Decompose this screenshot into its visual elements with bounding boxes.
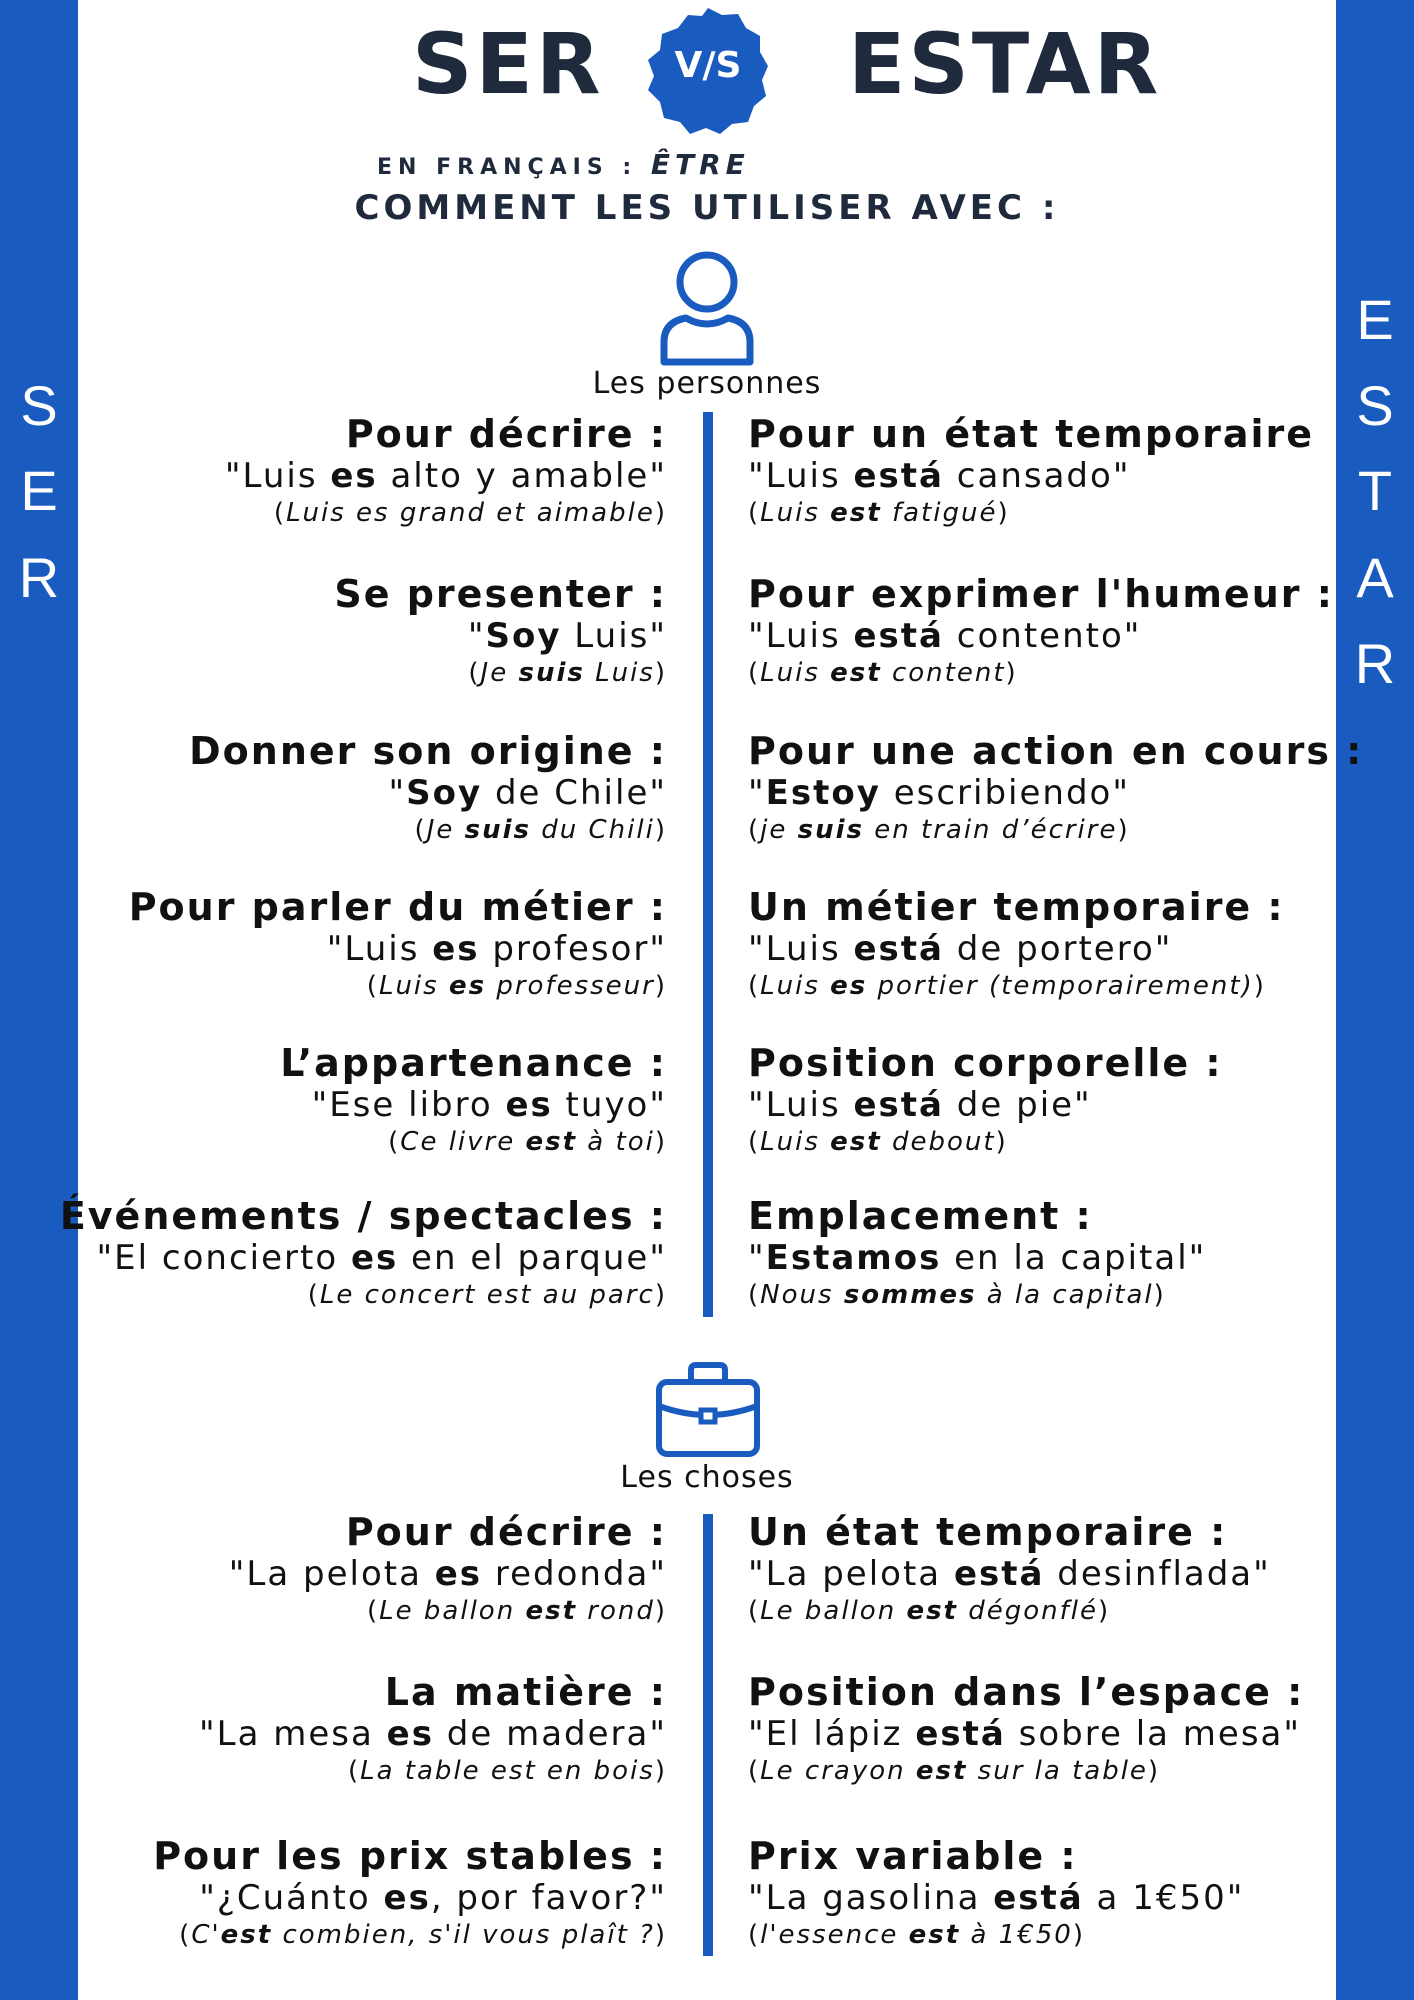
translation-text: Luis es grand et aimable	[286, 498, 655, 528]
verb-highlight: es	[386, 1714, 434, 1754]
spanish-example	[748, 773, 1363, 813]
example-text: , por favor?"	[430, 1878, 667, 1918]
example-text: cansado"	[944, 456, 1131, 496]
verb-highlight: est	[525, 1596, 577, 1626]
verb-highlight: sommes	[843, 1280, 977, 1310]
translation-text: C'	[191, 1920, 221, 1950]
translation-text: Luis	[760, 1127, 831, 1157]
title-ser: SER	[412, 15, 604, 113]
rule-heading: Pour parler du métier :	[128, 885, 667, 929]
paren: )	[997, 498, 1010, 528]
translation-text: dégonflé	[957, 1596, 1099, 1626]
rule-heading: La matière :	[384, 1670, 667, 1714]
example-text: "La mesa	[199, 1714, 387, 1754]
example-text: desinflada"	[1044, 1554, 1271, 1594]
paren: )	[654, 971, 667, 1001]
translation-text: Nous	[760, 1280, 844, 1310]
verb-highlight: es	[830, 971, 868, 1001]
translation-text: debout	[881, 1127, 996, 1157]
paren: (	[307, 1280, 320, 1310]
example-text: sobre la mesa"	[1005, 1714, 1302, 1754]
example-text: "Luis	[748, 1085, 854, 1125]
paren: )	[654, 1596, 667, 1626]
french-translation	[748, 1125, 1223, 1159]
side-letter: S	[1356, 374, 1394, 437]
title-estar: ESTAR	[848, 15, 1162, 113]
example-text: "	[748, 1238, 766, 1278]
side-letter: T	[1357, 459, 1393, 522]
verb-highlight: Estamos	[765, 1238, 942, 1278]
paren: (	[748, 658, 761, 688]
translation-text: Luis	[760, 658, 831, 688]
french-translation	[199, 1754, 667, 1788]
example-text: "	[388, 773, 407, 813]
verb-highlight: est	[830, 1127, 882, 1157]
verb-highlight: está	[853, 616, 944, 656]
side-letter: R	[18, 546, 60, 609]
example-text: en la capital"	[941, 1238, 1207, 1278]
rule-entry	[199, 1670, 667, 1788]
translation-text: Luis	[760, 498, 831, 528]
rule-entry	[229, 1510, 667, 1628]
paren: )	[654, 1920, 667, 1950]
example-text: contento"	[944, 616, 1142, 656]
french-translation	[748, 656, 1334, 690]
right-side-bar	[1336, 0, 1414, 2000]
verb-highlight: es	[448, 971, 487, 1001]
verb-highlight: Soy	[406, 773, 483, 813]
rule-entry	[748, 885, 1285, 1003]
translation-text: du Chili	[531, 815, 655, 845]
french-translation	[748, 1278, 1206, 1312]
french-word: ÊTRE	[650, 148, 750, 181]
spanish-example	[748, 929, 1285, 969]
verb-highlight: es	[432, 929, 480, 969]
spanish-example	[748, 1238, 1206, 1278]
example-text: "El concierto	[96, 1238, 351, 1278]
example-text: "¿Cuánto	[199, 1878, 384, 1918]
rule-entry	[748, 1834, 1244, 1952]
verb-highlight: est	[908, 1920, 961, 1950]
example-text: en el parque"	[398, 1238, 667, 1278]
translation-text: en train d’écrire	[864, 815, 1118, 845]
side-letter: E	[20, 459, 58, 522]
rule-heading: Pour décrire :	[345, 1510, 667, 1554]
verb-highlight: es	[350, 1238, 399, 1278]
french-label: EN FRANÇAIS :	[377, 155, 638, 180]
rule-entry	[153, 1834, 667, 1952]
rule-heading: Pour les prix stables :	[153, 1834, 667, 1878]
translation-text: fatigué	[881, 498, 998, 528]
paren: )	[995, 1127, 1008, 1157]
french-translation	[748, 1754, 1304, 1788]
paren: )	[1005, 658, 1018, 688]
translation-text: Le concert est au parc	[319, 1280, 655, 1310]
verb-highlight: está	[853, 1085, 944, 1125]
rule-heading: Emplacement :	[748, 1194, 1093, 1238]
paren: (	[179, 1920, 192, 1950]
paren: (	[748, 1920, 761, 1950]
rule-entry	[748, 1670, 1304, 1788]
example-text: de madera"	[433, 1714, 667, 1754]
verb-highlight: es	[330, 456, 378, 496]
paren: )	[1147, 1756, 1161, 1786]
spanish-example	[280, 1085, 667, 1125]
rule-entry	[748, 572, 1334, 690]
divider-things	[703, 1514, 713, 1956]
paren: )	[1153, 1280, 1166, 1310]
example-text: profesor"	[479, 929, 667, 969]
paren: (	[388, 1127, 401, 1157]
paren: (	[748, 1127, 761, 1157]
paren: )	[1253, 971, 1266, 1001]
paren: )	[654, 1280, 667, 1310]
spanish-example	[129, 929, 667, 969]
rule-heading: Position dans l’espace :	[748, 1670, 1305, 1714]
translation-text: content	[881, 658, 1006, 688]
rule-heading: Pour un état temporaire	[748, 412, 1315, 456]
subtitle: COMMENT LES UTILISER AVEC :	[354, 188, 1060, 228]
french-translation	[229, 1594, 667, 1628]
french-translation	[153, 1918, 667, 1952]
rule-heading: Un état temporaire :	[748, 1510, 1228, 1554]
french-translation	[748, 1918, 1244, 1952]
translation-text: professeur	[486, 971, 655, 1001]
spanish-example	[199, 1714, 667, 1754]
rule-entry	[748, 1041, 1223, 1159]
example-text: "	[467, 616, 486, 656]
rule-entry	[748, 729, 1363, 847]
translation-text: Je	[426, 815, 465, 845]
translation-text: à toi	[577, 1127, 655, 1157]
spanish-example	[225, 456, 667, 496]
example-text: "Luis	[326, 929, 433, 969]
rule-heading: Pour exprimer l'humeur :	[748, 572, 1334, 616]
translation-text: Ce livre	[400, 1127, 526, 1157]
rule-entry	[334, 572, 667, 690]
rule-heading: L’appartenance :	[280, 1041, 667, 1085]
translation-text: La table est en bois	[360, 1756, 655, 1786]
rule-heading: Se presenter :	[334, 572, 667, 616]
paren: )	[654, 658, 667, 688]
spanish-example	[60, 1238, 667, 1278]
spanish-example	[153, 1878, 667, 1918]
french-translation	[748, 496, 1314, 530]
spanish-example	[748, 1878, 1244, 1918]
badge-label: V/S	[674, 45, 742, 86]
translation-text: sur la table	[967, 1756, 1148, 1786]
rule-heading: Un métier temporaire :	[748, 885, 1285, 929]
example-text: escribiendo"	[880, 773, 1130, 813]
paren: (	[414, 815, 427, 845]
paren: (	[748, 971, 761, 1001]
paren: )	[654, 1127, 667, 1157]
paren: (	[748, 498, 761, 528]
verb-highlight: suis	[464, 815, 532, 845]
paren: (	[366, 971, 379, 1001]
verb-highlight: est	[830, 658, 882, 688]
french-translation	[748, 969, 1285, 1003]
paren: (	[367, 1596, 380, 1626]
verb-highlight: est	[906, 1596, 958, 1626]
translation-text: portier (temporairement)	[867, 971, 1254, 1001]
paren: (	[748, 1280, 761, 1310]
verb-highlight: está	[853, 456, 944, 496]
french-translation-line	[377, 148, 750, 181]
translation-text: à la capital	[976, 1280, 1154, 1310]
example-text: de pie"	[944, 1085, 1092, 1125]
french-translation	[225, 496, 667, 530]
verb-highlight: Soy	[485, 616, 562, 656]
translation-text: je	[760, 815, 798, 845]
verb-highlight: está	[915, 1714, 1006, 1754]
french-translation	[129, 969, 667, 1003]
rule-heading: Prix variable :	[748, 1834, 1078, 1878]
verb-highlight: est	[525, 1127, 578, 1157]
example-text: "La gasolina	[748, 1878, 994, 1918]
spanish-example	[748, 456, 1314, 496]
verb-highlight: suis	[797, 815, 865, 845]
paren: (	[748, 1596, 761, 1626]
verb-highlight: está	[953, 1554, 1045, 1594]
side-letter: S	[20, 374, 58, 437]
rule-entry	[225, 412, 667, 530]
left-side-bar	[0, 0, 78, 2000]
example-text: "El lápiz	[748, 1714, 916, 1754]
rule-entry	[748, 1510, 1271, 1628]
example-text: tuyo"	[552, 1085, 667, 1125]
french-translation	[334, 656, 667, 690]
verb-highlight: est	[915, 1756, 968, 1786]
example-text: "Luis	[748, 456, 854, 496]
verb-highlight: est	[220, 1920, 273, 1950]
rule-heading: Donner son origine :	[189, 729, 667, 773]
example-text: "Luis	[748, 929, 854, 969]
example-text: de Chile"	[482, 773, 667, 813]
french-translation	[60, 1278, 667, 1312]
spanish-example	[748, 1714, 1304, 1754]
translation-text: combien, s'il vous plaît ?	[272, 1920, 655, 1950]
paren: )	[654, 815, 667, 845]
verb-highlight: es	[505, 1085, 553, 1125]
verb-highlight: es	[383, 1878, 431, 1918]
side-letter: E	[1356, 288, 1394, 351]
example-text: "Ese libro	[311, 1085, 506, 1125]
rule-entry	[748, 1194, 1206, 1312]
paren: )	[1072, 1920, 1085, 1950]
paren: )	[654, 498, 667, 528]
translation-text: Luis	[584, 658, 655, 688]
french-translation	[748, 1594, 1271, 1628]
spanish-example	[748, 1085, 1223, 1125]
verb-highlight: está	[853, 929, 944, 969]
rule-entry	[129, 885, 667, 1003]
verb-highlight: es	[434, 1554, 483, 1594]
verb-highlight: est	[830, 498, 882, 528]
rule-heading: Pour décrire :	[345, 412, 667, 456]
example-text: "La pelota	[748, 1554, 954, 1594]
example-text: Luis"	[561, 616, 667, 656]
paren: (	[347, 1756, 361, 1786]
paren: (	[468, 658, 481, 688]
rule-entry	[189, 729, 667, 847]
spanish-example	[229, 1554, 667, 1594]
rule-heading: Pour une action en cours :	[748, 729, 1364, 773]
side-letter: A	[1356, 546, 1394, 609]
rule-entry	[280, 1041, 667, 1159]
french-translation	[280, 1125, 667, 1159]
spanish-example	[748, 1554, 1271, 1594]
spanish-example	[334, 616, 667, 656]
verb-highlight: suis	[518, 658, 585, 688]
example-text: "Luis	[748, 616, 854, 656]
example-text: "La pelota	[228, 1554, 435, 1594]
translation-text: Le crayon	[760, 1756, 916, 1786]
french-translation	[748, 813, 1363, 847]
divider-people	[703, 412, 713, 1317]
translation-text: Le ballon	[379, 1596, 526, 1626]
spanish-example	[748, 616, 1334, 656]
paren: )	[654, 1756, 667, 1786]
paren: )	[1098, 1596, 1111, 1626]
briefcase-icon	[653, 1360, 763, 1460]
person-icon	[656, 250, 758, 368]
example-text: de portero"	[944, 929, 1173, 969]
translation-text: rond	[577, 1596, 655, 1626]
paren: )	[1117, 815, 1130, 845]
example-text: redonda"	[482, 1554, 667, 1594]
translation-text: à 1€50	[960, 1920, 1073, 1950]
paren: (	[748, 815, 761, 845]
rule-heading: Position corporelle :	[748, 1041, 1223, 1085]
paren: (	[273, 498, 287, 528]
verb-highlight: está	[993, 1878, 1084, 1918]
spanish-example	[189, 773, 667, 813]
example-text: alto y amable"	[377, 456, 667, 496]
rule-entry	[748, 412, 1314, 530]
translation-text: Luis	[378, 971, 449, 1001]
translation-text: Le ballon	[760, 1596, 907, 1626]
translation-text: l'essence	[760, 1920, 909, 1950]
rule-heading: Événements / spectacles :	[59, 1194, 667, 1238]
french-translation	[189, 813, 667, 847]
translation-text: Luis	[760, 971, 831, 1001]
example-text: a 1€50"	[1083, 1878, 1245, 1918]
section-label-things: Les choses	[620, 1460, 794, 1495]
example-text: "Luis	[224, 456, 331, 496]
example-text: "	[748, 773, 766, 813]
verb-highlight: Estoy	[765, 773, 881, 813]
section-label-people: Les personnes	[592, 366, 822, 401]
side-letter: R	[1354, 632, 1396, 695]
paren: (	[748, 1756, 761, 1786]
translation-text: Je	[480, 658, 519, 688]
rule-entry	[60, 1194, 667, 1312]
